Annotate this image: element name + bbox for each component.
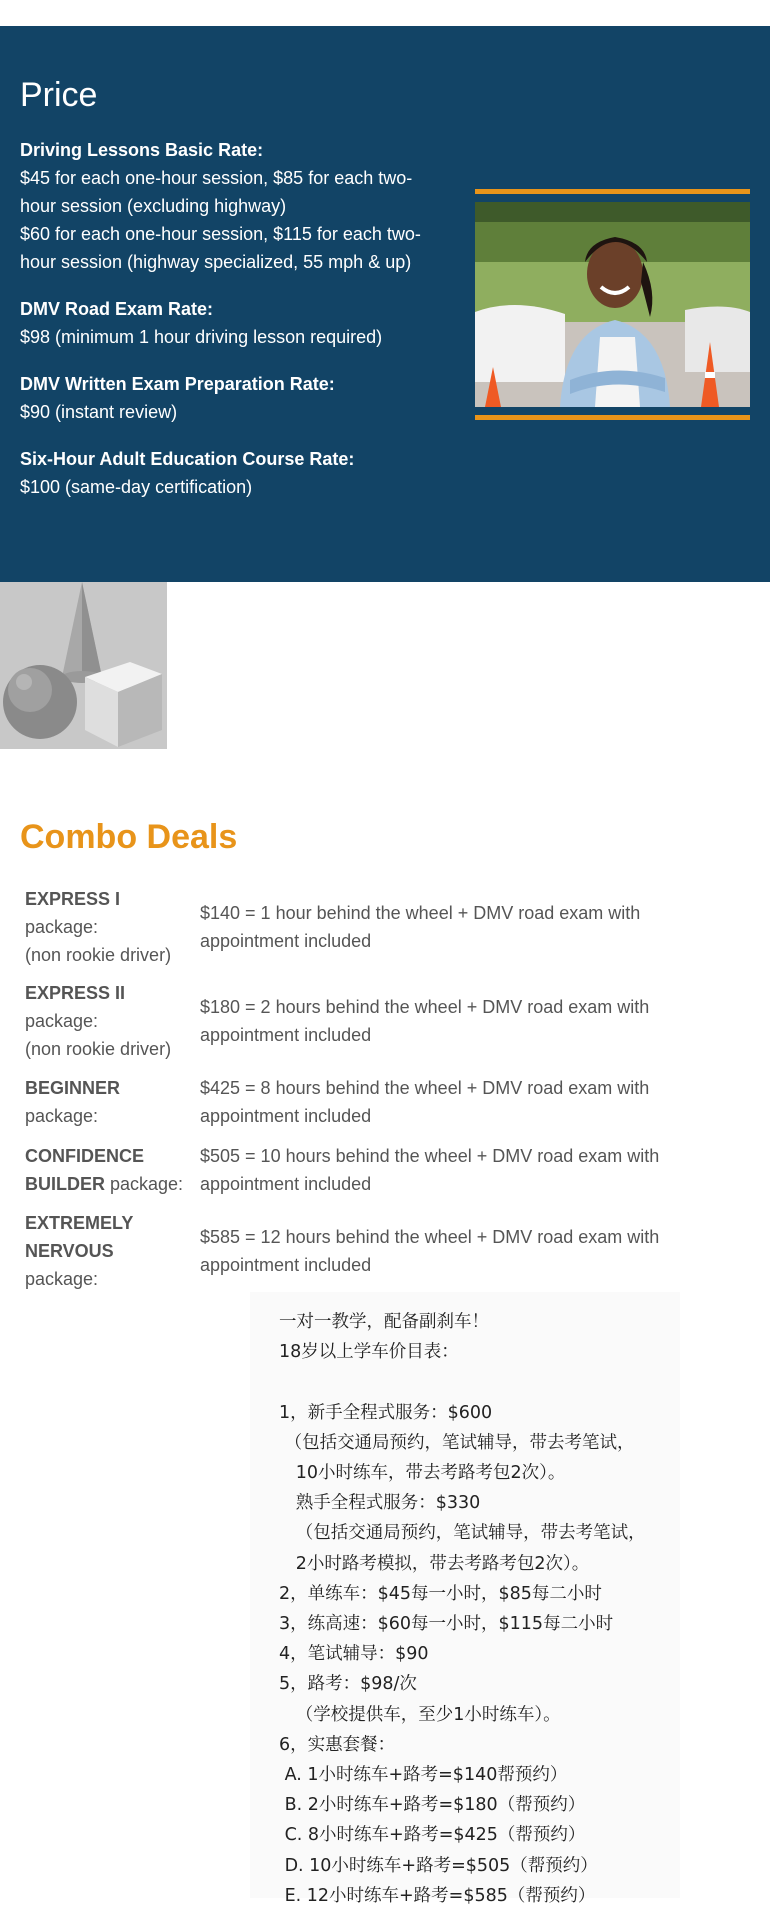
top-spacer — [0, 0, 770, 26]
package-description: $585 = 12 hours behind the wheel + DMV road exam with appointment included — [200, 1227, 660, 1275]
rate-detail: $100 (same-day certification) — [20, 477, 253, 497]
price-heading: Price — [20, 76, 98, 114]
rate-detail: $98 (minimum 1 hour driving lesson required) — [20, 327, 383, 347]
package-name-cell — [20, 1204, 195, 1298]
table-row — [20, 1204, 725, 1298]
instructor-photo — [475, 202, 750, 407]
package-note: (non rookie driver) — [25, 1039, 172, 1059]
image-placeholder — [0, 582, 167, 749]
rate-heading: Six-Hour Adult Education Course Rate: — [20, 449, 355, 469]
package-name-cell — [20, 1068, 195, 1136]
rate-heading: DMV Road Exam Rate: — [20, 299, 214, 319]
package-description: $140 = 1 hour behind the wheel + DMV road exam with appointment included — [200, 903, 641, 951]
package-name: BEGINNER — [25, 1078, 121, 1098]
table-row — [20, 974, 725, 1068]
package-note: (non rookie driver) — [25, 945, 172, 965]
photo-accent-bar-bottom — [475, 415, 750, 420]
package-name-cell — [20, 880, 195, 974]
package-suffix: package: — [25, 917, 99, 937]
package-name-cell — [20, 1136, 195, 1204]
photo-accent-bar-top — [475, 189, 750, 194]
instructor-photo-frame — [475, 189, 750, 420]
package-description: $425 = 8 hours behind the wheel + DMV road exam with appointment included — [200, 1078, 650, 1126]
package-description: $180 = 2 hours behind the wheel + DMV road exam with appointment included — [200, 997, 650, 1045]
table-row — [20, 880, 725, 974]
package-description: $505 = 10 hours behind the wheel + DMV road exam with appointment included — [200, 1146, 660, 1194]
rate-list — [20, 136, 445, 520]
rate-basic-lessons — [20, 136, 445, 276]
combo-deals-heading: Combo Deals — [20, 818, 238, 856]
rate-road-exam — [20, 295, 445, 351]
package-suffix: package: — [25, 1011, 99, 1031]
price-section — [0, 26, 770, 582]
package-name: EXTREMELY NERVOUS — [25, 1213, 134, 1261]
rate-detail: $90 (instant review) — [20, 402, 178, 422]
package-suffix: package: — [25, 1106, 99, 1126]
package-name: EXPRESS II — [25, 983, 126, 1003]
package-suffix: package: — [25, 1269, 99, 1289]
combo-deals-table — [20, 880, 725, 1298]
rate-adult-education — [20, 445, 445, 501]
rate-detail: $60 for each one-hour session, $115 for each two-hour session (highway specialized, 55 mph & up) — [20, 224, 421, 272]
rate-heading: Driving Lessons Basic Rate: — [20, 140, 264, 160]
package-name: EXPRESS I — [25, 889, 121, 909]
package-name-cell — [20, 974, 195, 1068]
chinese-price-list: 一对一教学，配备副刹车！ 18岁以上学车价目表： 1，新手全程式服务：$600 （包括交通局预约，笔试辅导，带去考笔试， 10小时练车，带去考路考包2次）。 熟手全程式服务：$330 （包括交通局预约，笔试辅导，带去考笔试， 2小时路考模拟，带去考路考包2次）。 2，单练车：$45每一小时，$85每二小时 3，练高速：$60每一小时，$115每二小时 4，笔试辅导：$90 5，路考：$98/次 （学校提供车，至少1小时练车）。 6，实惠套餐： A. 1小时练车+路考=$140帮预约） B. 2小时练车+路考=$180（帮预约） C. 8小时练车+路考=$425（帮预约） D. 10小时练车+路考=$505（帮预约） E. 12小时练车+路考=$585（帮预约） — [279, 1312, 646, 1906]
rate-heading: DMV Written Exam Preparation Rate: — [20, 374, 335, 394]
package-suffix: package: — [105, 1174, 184, 1194]
package-name: CONFIDENCE BUILDER — [25, 1146, 145, 1194]
table-row — [20, 1068, 725, 1136]
rate-written-exam — [20, 370, 445, 426]
table-row — [20, 1136, 725, 1204]
rate-detail: $45 for each one-hour session, $85 for each two-hour session (excluding highway) — [20, 168, 413, 216]
